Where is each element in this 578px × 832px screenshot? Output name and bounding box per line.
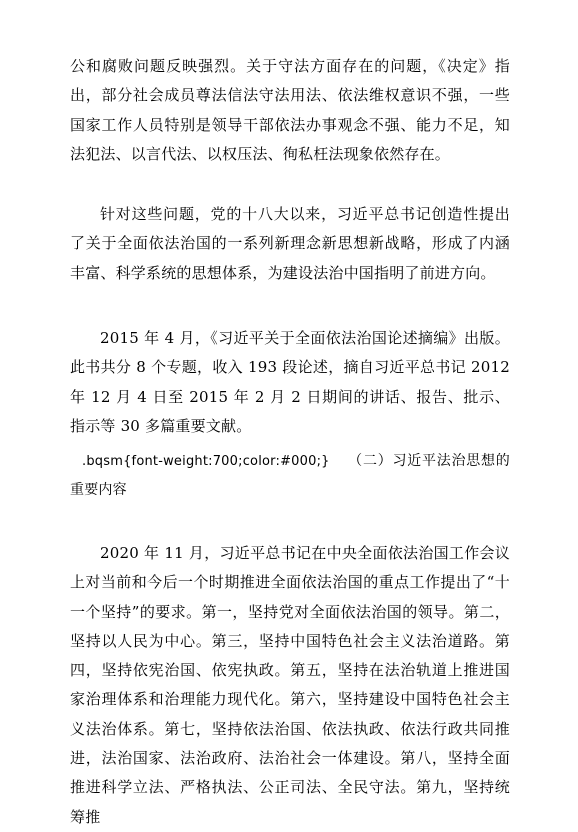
paragraph-1: 公和腐败问题反映强烈。关于守法方面存在的问题，《决定》指出，部分社会成员尊法信法守法用法、依法维权意识不强，一些国家工作人员特别是领导干部依法办事观念不强、能力不足，知法犯法、以言代法、以权压法、徇私枉法现象依然存在。 bbox=[70, 57, 510, 163]
paragraph-4: 2020 年 11 月，习近平总书记在中央全面依法治国工作会议上对当前和今后一个时期推进全面依法治国的重点工作提出了“十一个坚持”的要求。第一，坚持党对全面依法治国的领导。第二，坚持以人民为中心。第三，坚持中国特色社会主义法治道路。第四，坚持依宪治国、依宪执政。第五，坚持在法治轨道上推进国家治理体系和治理能力现代化。第六，坚持建设中国特色社会主义法治体系。第七，坚持依法治国、依法执政、依法行政共同推进，法治国家、法治政府、法治社会一体建设。第八，坚持全面推进科学立法、严格执法、公正司法、全民守法。第九，坚持统筹推 bbox=[70, 544, 510, 826]
section-heading bbox=[70, 447, 510, 506]
paragraph-3: 2015 年 4 月，《习近平关于全面依法治国论述摘编》出版。此书共分 8 个专题，收入 193 段论述，摘自习近平总书记 2012 年 12 月 4 日至 2015 年 2 月 2 日期间的讲话、报告、批示、指示等 30 多篇重要文献。 bbox=[70, 329, 510, 435]
css-artifact-text: .bqsm{font-weight:700;color:#000;} bbox=[82, 454, 330, 469]
paragraph-2: 针对这些问题，党的十八大以来，习近平总书记创造性提出了关于全面依法治国的一系列新理念新思想新战略，形成了内涵丰富、科学系统的思想体系，为建设法治中国指明了前进方向。 bbox=[70, 205, 510, 282]
section-heading-text: （二）习近平法治思想的重要内容 bbox=[70, 453, 510, 499]
